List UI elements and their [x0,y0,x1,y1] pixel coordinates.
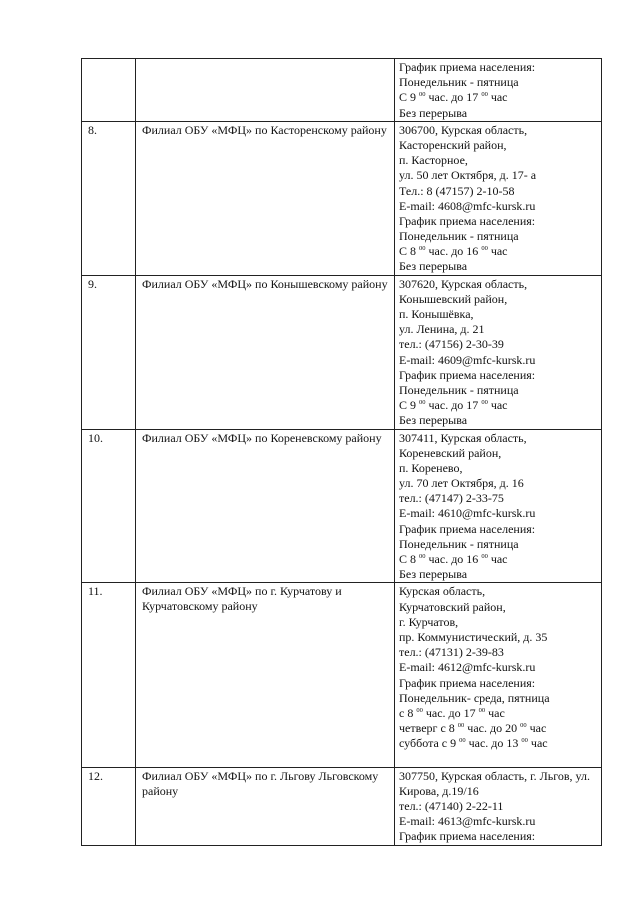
contact-line [399,353,599,368]
contact-text: Кореневский район, [399,445,502,460]
contact-text: 306700, Курская область, [399,122,528,137]
contact-line [399,829,599,844]
contact-text: час. до 17 [425,90,482,105]
branches-table-body [82,59,602,846]
contact-text: Касторенский район, [399,137,507,152]
contact-text: 307620, Курская область, [399,276,528,291]
branch-contacts-cell [395,275,602,429]
branches-table [81,58,602,846]
contact-line [399,153,599,168]
contact-line [399,537,599,552]
time-minutes-superscript: 00 [419,553,426,560]
time-minutes-superscript: 00 [481,245,488,253]
contact-line [399,292,599,307]
time-minutes-superscript: 00 [481,553,488,560]
table-row [82,121,602,275]
contact-text: час [487,552,508,566]
contact-text: С 8 [399,552,420,566]
contact-text: E-mail: 4610@mfc-kursk.ru [399,506,536,521]
contact-text: четверг с 8 [399,721,458,736]
row-number-cell [82,429,136,583]
branch-contacts-cell [395,583,602,767]
contact-text: График приема населения: [399,829,536,844]
contact-line [399,307,599,322]
row-number: 10. [88,430,103,445]
time-minutes-superscript: 00 [481,91,488,99]
contact-text: ул. 50 лет Октября, д. 17- а [399,168,537,183]
table-row [82,275,602,429]
contact-line [399,138,599,153]
contact-line [399,736,599,751]
contact-text: п. Конышёвка, [399,307,474,321]
contact-line [399,751,599,766]
contact-text: E-mail: 4608@mfc-kursk.ru [399,198,536,213]
contact-line [399,244,599,259]
contact-text: п. Касторное, [399,153,468,168]
contact-text: Курчатовский район, [399,599,506,614]
contact-text: час. до 20 [464,721,521,736]
contact-text: Курская область, [399,584,486,599]
contact-text: График приема населения: [399,675,536,690]
contact-line [399,168,599,183]
contact-line [399,691,599,706]
contact-text: г. Курчатов, [399,614,459,629]
contact-line [399,630,599,645]
contact-text: час. до 16 [425,552,482,566]
contact-text: E-mail: 4613@mfc-kursk.ru [399,814,536,829]
table-row [82,429,602,583]
contact-text: час [487,244,508,259]
contact-line [399,552,599,567]
branch-name-cell [136,59,395,122]
contact-text: E-mail: 4609@mfc-kursk.ru [399,352,536,367]
row-number-cell [82,275,136,429]
contact-text: тел.: (47156) 2-30-39 [399,337,504,352]
branch-contacts-cell [395,767,602,845]
contact-line [399,706,599,721]
contact-line [399,184,599,199]
time-minutes-superscript: 00 [419,91,426,99]
contact-line [399,522,599,537]
contact-line [399,506,599,521]
branch-name-cell [136,767,395,845]
contact-line [399,106,599,121]
contact-line [399,461,599,476]
contact-text: час. до 17 [422,705,479,720]
contact-text: 307411, Курская область, [399,430,527,445]
branch-name-cell [136,275,395,429]
time-minutes-superscript: 00 [521,737,528,745]
row-number: 8. [88,122,97,137]
contact-text: С 8 [399,244,420,259]
contact-line [399,814,599,829]
contact-line [399,676,599,691]
contact-text: тел.: (47147) 2-33-75 [399,491,504,506]
contact-text: График приема населения: [399,367,536,382]
table-row [82,583,602,767]
contact-line [399,368,599,383]
contact-line [399,600,599,615]
branch-name-cell [136,429,395,583]
contact-text: пр. Коммунистический, д. 35 [399,629,548,644]
row-number: 9. [88,276,97,291]
branch-contacts-cell [395,429,602,583]
contact-text: час [485,705,505,720]
contact-line [399,123,599,138]
contact-text: Без перерыва [399,567,468,582]
contact-line [399,337,599,352]
contact-line [399,90,599,105]
contact-text: E-mail: 4612@mfc-kursk.ru [399,660,536,675]
branch-name-cell [136,583,395,767]
contact-text: п. Коренево, [399,460,463,475]
contact-text: час [526,721,547,736]
contact-line [399,567,599,582]
branch-name: Филиал ОБУ «МФЦ» по Касторенскому району [142,122,387,137]
time-minutes-superscript: 00 [520,722,527,730]
branch-contacts-cell [395,121,602,275]
time-minutes-superscript: 00 [459,737,466,745]
contact-line [399,383,599,398]
contact-line [399,60,599,75]
contact-text: час [527,736,548,751]
contact-text: час. до 13 [465,736,522,751]
row-number-cell [82,767,136,845]
contact-text: час. до 17 [425,398,482,413]
time-minutes-superscript: 00 [457,722,465,730]
row-number-cell [82,121,136,275]
contact-text: Понедельник - пятница [399,229,519,244]
contact-text: час [487,398,508,413]
contact-line [399,660,599,675]
contact-line [399,799,599,814]
contact-line [399,615,599,630]
contact-line [399,769,599,784]
contact-text: 307750, Курская область, г. Льгов, ул. [399,768,591,783]
branch-name: Филиал ОБУ «МФЦ» по Кореневскому району [142,430,382,445]
contact-text: Кирова, д.19/16 [399,783,479,798]
contact-line [399,199,599,214]
contact-text: час. до 16 [425,244,482,259]
contact-text: Без перерыва [399,259,468,274]
branch-contacts-cell [395,59,602,122]
contact-line [399,784,599,799]
branch-name: Филиал ОБУ «МФЦ» по Конышевскому району [142,276,388,291]
contact-text: ул. 70 лет Октября, д. 16 [399,476,524,491]
row-number: 11. [88,584,103,599]
contact-text: Без перерыва [399,413,468,428]
branch-name: Филиал ОБУ «МФЦ» по г. Курчатову и Курчатовскому району [142,584,342,614]
time-minutes-superscript: 00 [419,245,426,253]
time-minutes-superscript: 00 [419,399,426,407]
contact-line [399,398,599,413]
contact-text: Конышевский район, [399,291,508,306]
row-number: 12. [88,768,103,783]
time-minutes-superscript: 00 [478,706,486,714]
row-number-cell [82,59,136,122]
contact-text: С 9 [399,90,420,105]
branch-name: Филиал ОБУ «МФЦ» по г. Льгову Льговскому району [142,768,379,798]
contact-line [399,721,599,736]
contact-text: Тел.: 8 (47157) 2-10-58 [399,183,515,198]
contact-line [399,277,599,292]
contact-line [399,229,599,244]
contact-text: ул. Ленина, д. 21 [399,322,485,337]
contact-text: Понедельник - пятница [399,382,519,397]
table-row [82,767,602,845]
contact-line [399,431,599,446]
contact-line [399,75,599,90]
row-number-cell [82,583,136,767]
contact-line [399,645,599,660]
contact-text: тел.: (47140) 2-22-11 [399,799,504,813]
contact-line [399,446,599,461]
contact-text: Понедельник - пятница [399,536,519,551]
contact-text: тел.: (47131) 2-39-83 [399,645,504,660]
contact-line [399,476,599,491]
table-row [82,59,602,122]
time-minutes-superscript: 00 [416,706,423,714]
contact-text: График приема населения: [399,60,536,74]
contact-text: Без перерыва [399,105,468,120]
contact-text: суббота с 9 [399,736,460,751]
contact-line [399,584,599,599]
contact-text: С 9 [399,398,420,413]
contact-text: График приема населения: [399,213,536,228]
contact-line [399,214,599,229]
contact-text: Понедельник - пятница [399,75,519,90]
branch-name-cell [136,121,395,275]
contact-line [399,322,599,337]
contact-text: с 8 [399,705,417,720]
contact-line [399,491,599,506]
time-minutes-superscript: 00 [481,399,488,407]
contact-text: График приема населения: [399,521,536,536]
contact-line [399,259,599,274]
contact-text: Понедельник- среда, пятница [399,690,550,705]
contact-text: час [487,90,508,105]
contact-line [399,413,599,428]
